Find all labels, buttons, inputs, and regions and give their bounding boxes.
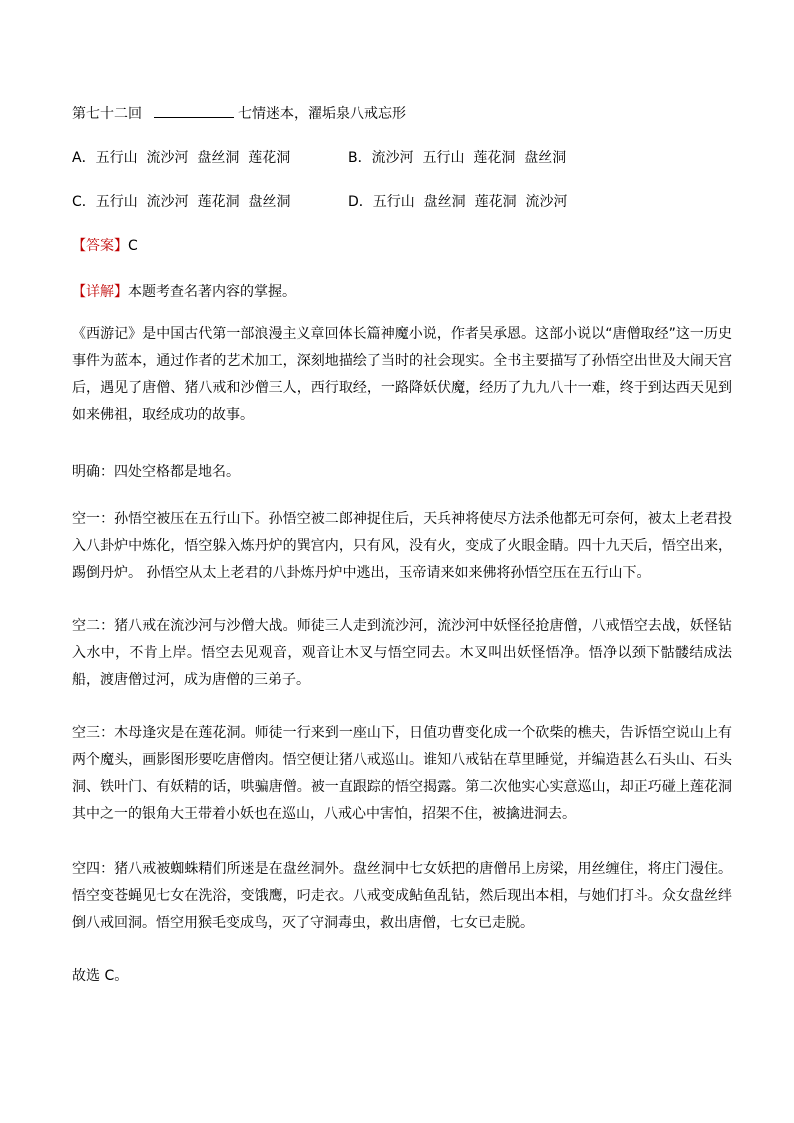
option-letter: B． <box>348 150 372 166</box>
option-text: 五行山 流沙河 莲花洞 盘丝洞 <box>95 194 291 210</box>
answer-blank <box>154 103 234 118</box>
paragraph-intro: 《西游记》是中国古代第一部浪漫主义章回体长篇神魔小说，作者吴承恩。这部小说以“唐僧取经”这一历史事件为蓝本，通过作者的艺术加工，深刻地描绘了当时的社会现实。全书主要描写了孙悟空出世及大闹天宫后，遇见了唐僧、猪八戒和沙僧三人，西行取经，一路降妖伏魔，经历了九九八十一难，终于到达西天见到如来佛祖，取经成功的故事。 <box>72 326 732 423</box>
explanation-line <box>72 283 296 301</box>
answer-line <box>72 237 138 255</box>
explanation-label: 【详解】 <box>72 284 128 300</box>
option-row-1 <box>72 149 567 167</box>
option-c <box>72 194 290 210</box>
question-line <box>72 103 406 123</box>
option-letter: A． <box>72 150 96 166</box>
paragraph-conclusion: 故选 C。 <box>72 968 129 984</box>
explanation-intro: 本题考查名著内容的掌握。 <box>128 284 296 300</box>
option-row-2 <box>72 193 568 211</box>
paragraph-blank-1: 空一：孙悟空被压在五行山下。孙悟空被二郎神捉住后，天兵神将使尽方法杀他都无可奈何，被太上老君投入八卦炉中炼化，悟空躲入炼丹炉的巽宫内，只有风，没有火，变成了火眼金睛。四十九天后，悟空出来，踢倒丹炉。 孙悟空从太上老君的八卦炼丹炉中逃出，玉帝请来如来佛将孙悟空压在五行山下。 <box>72 511 732 581</box>
answer-label: 【答案】 <box>72 238 128 254</box>
option-a <box>72 150 290 166</box>
chapter-number: 第七十二回 <box>72 106 142 122</box>
paragraph-blank-2: 空二：猪八戒在流沙河与沙僧大战。师徒三人走到流沙河，流沙河中妖怪径抢唐僧，八戒悟空去战，妖怪钻入水中，不肯上岸。悟空去见观音，观音让木叉与悟空同去。木叉叫出妖怪悟净。悟净以颈下骷髅结成法船，渡唐僧过河，成为唐僧的三弟子。 <box>72 618 732 688</box>
option-text: 五行山 盘丝洞 莲花洞 流沙河 <box>372 194 568 210</box>
option-text: 五行山 流沙河 盘丝洞 莲花洞 <box>95 150 291 166</box>
option-d <box>348 193 567 211</box>
option-letter: D． <box>348 194 373 210</box>
paragraph-blank-3: 空三：木母逢灾是在莲花洞。师徒一行来到一座山下，日值功曹变化成一个砍柴的樵夫，告诉悟空说山上有两个魔头，画影图形要吃唐僧肉。悟空便让猪八戒巡山。谁知八戒钻在草里睡觉，并编造甚么石头山、石头洞、铁叶门、有妖精的话，哄骗唐僧。被一直跟踪的悟空揭露。第二次他实心实意巡山，却正巧碰上莲花洞其中之一的银角大王带着小妖也在巡山，八戒心中害怕，招架不住，被擒进洞去。 <box>72 725 732 822</box>
paragraph-blank-4: 空四：猪八戒被蜘蛛精们所迷是在盘丝洞外。盘丝洞中七女妖把的唐僧吊上房梁，用丝缠住，将庄门漫住。悟空变苍蝇见七女在洗浴，变饿鹰，叼走衣。八戒变成鲇鱼乱钻，然后现出本相，与她们打斗。众女盘丝绊倒八戒回洞。悟空用猴毛变成鸟，灭了守洞毒虫，救出唐僧，七女已走脱。 <box>72 861 732 931</box>
option-letter: C． <box>72 194 96 210</box>
chapter-title: 七情迷本，濯垢泉八戒忘形 <box>238 106 406 122</box>
paragraph-clarify: 明确：四处空格都是地名。 <box>72 464 240 480</box>
answer-value: C <box>128 238 138 254</box>
option-b <box>348 149 566 167</box>
option-text: 流沙河 五行山 莲花洞 盘丝洞 <box>371 150 567 166</box>
